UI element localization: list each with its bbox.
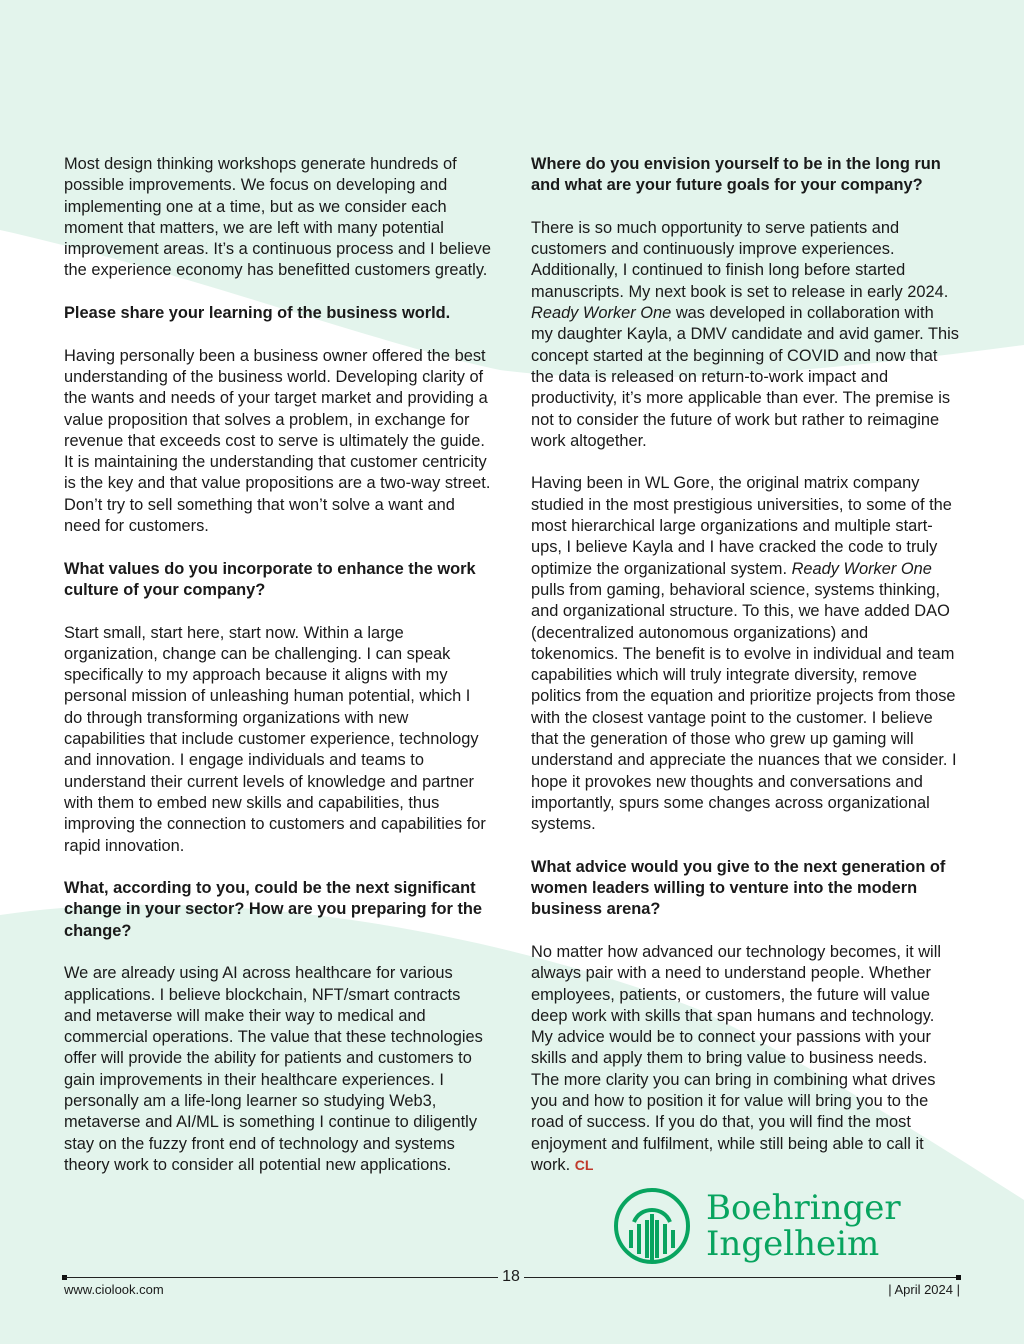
- footer-rule: [64, 1277, 498, 1278]
- page-number: 18: [502, 1268, 520, 1285]
- footer-rule: [524, 1277, 958, 1278]
- page-footer: [0, 1268, 1024, 1308]
- book-title: Ready Worker One: [791, 559, 932, 578]
- book-title: Ready Worker One: [531, 304, 672, 323]
- right-column: [531, 154, 959, 1176]
- paragraph: We are already using AI across healthcare for various applications. I believe blockchain, NFT/smart contracts and metaverse will make their way to medical and commercial operations. The value that these technologies offer will provide the ability for patients and customers to gain improvements in their healthcare experiences. I personally am a life-long learner so studying Web3, metaverse and AI/ML is something I continue to diligently stay on the fuzzy front end of technology and systems theory work to consider all potential new applications.: [64, 964, 483, 1174]
- logo-line-2: Ingelheim: [706, 1224, 880, 1264]
- paragraph-text: pulls from gaming, behavioral science, systems thinking, and organizational structure. To this, we have added DAO (decentralized autonomous organizations) and tokenomics. The benefit is to evolve in individual and team capabilities which will truly integrate diversity, remove politics from the equation and prioritize projects from those with the closest vantage point to the customer. I believe that the generation of those who grew up gaming will understand and appreciate the nuances that we consider. I hope it provokes new thoughts and conversations and importantly, spurs some changes across organizational systems.: [531, 580, 957, 834]
- paragraph: [531, 473, 959, 835]
- paragraph-text: Having been in WL Gore, the original matrix company studied in the most prestigious universities, to some of the most hierarchical large organizations and multiple start-ups, I believe Kayla and I have cracked the code to truly optimize the organizational system.: [531, 474, 952, 578]
- paragraph-text: No matter how advanced our technology becomes, it will always pair with a need to understand people. Whether employees, patients, or customers, the future will value deep work with skills that span humans and technology. My advice would be to connect your passions with your skills and apply them to bring value to business needs. The more clarity you can bring in combining what drives you and how to position it for value will bring you to the road of success. If you do that, you will find the most enjoyment and fulfilment, while still being able to call it work.: [531, 942, 941, 1174]
- paragraph-text: There is so much opportunity to serve patients and customers and continuously improve experiences. Additionally, I continued to finish long before started manuscripts. My next book is set to release in early 2024.: [531, 218, 949, 301]
- question-heading: What values do you incorporate to enhance the work culture of your company?: [64, 559, 476, 599]
- issue-date: | April 2024 |: [888, 1282, 960, 1297]
- question-heading: Where do you envision yourself to be in the long run and what are your future goals for your company?: [531, 155, 941, 195]
- paragraph-text: was developed in collaboration with my daughter Kayla, a DMV candidate and avid gamer. This concept started at the beginning of COVID and now that the data is released on return-to-work impact and productivity, it’s more applicable than ever. The premise is not to consider the future of work but rather to reimagine work altogether.: [531, 304, 959, 450]
- end-mark-icon: CL: [574, 1156, 594, 1173]
- boehringer-ingelheim-logo: [612, 1186, 901, 1266]
- question-heading: What advice would you give to the next generation of women leaders willing to venture into the modern business arena?: [531, 857, 946, 919]
- logo-wordmark: [706, 1190, 901, 1262]
- website-url: www.ciolook.com: [64, 1282, 164, 1297]
- rule-dot: [956, 1275, 961, 1280]
- paragraph: Having personally been a business owner offered the best understanding of the business world. Developing clarity of the wants and needs of your target market and providing a value proposition that solves a problem, in exchange for revenue that exceeds cost to serve is ultimately the guide. It is maintaining the understanding that customer centricity is the key and that value propositions are a two-way street. Don’t try to sell something that won’t solve a want and need for customers.: [64, 346, 491, 536]
- question-heading: What, according to you, could be the next significant change in your sector? How are you preparing for the change?: [64, 879, 483, 940]
- paragraph: Start small, start here, start now. Within a large organization, change can be challenging. I can speak specifically to my approach because it aligns with my personal mission of unleashing human potential, which I do through transforming organizations with new capabilities that include customer experience, technology and innovation. I engage individuals and teams to understand their current levels of knowledge and partner with them to embed new skills and capabilities, thus improving the connection to customers and capabilities for rapid innovation.: [64, 623, 486, 855]
- paragraph: [531, 942, 959, 1176]
- left-column: [64, 154, 492, 1176]
- paragraph: Most design thinking workshops generate hundreds of possible improvements. We focus on developing and implementing one at a time, but as we consider each moment that matters, we are left with many potential improvement areas. It’s a continuous process and I believe the experience economy has benefitted customers greatly.: [64, 155, 491, 280]
- logo-emblem-icon: [612, 1186, 692, 1266]
- question-heading: Please share your learning of the business world.: [64, 304, 451, 323]
- logo-line-1: Boehringer: [706, 1188, 901, 1228]
- paragraph: [531, 218, 959, 452]
